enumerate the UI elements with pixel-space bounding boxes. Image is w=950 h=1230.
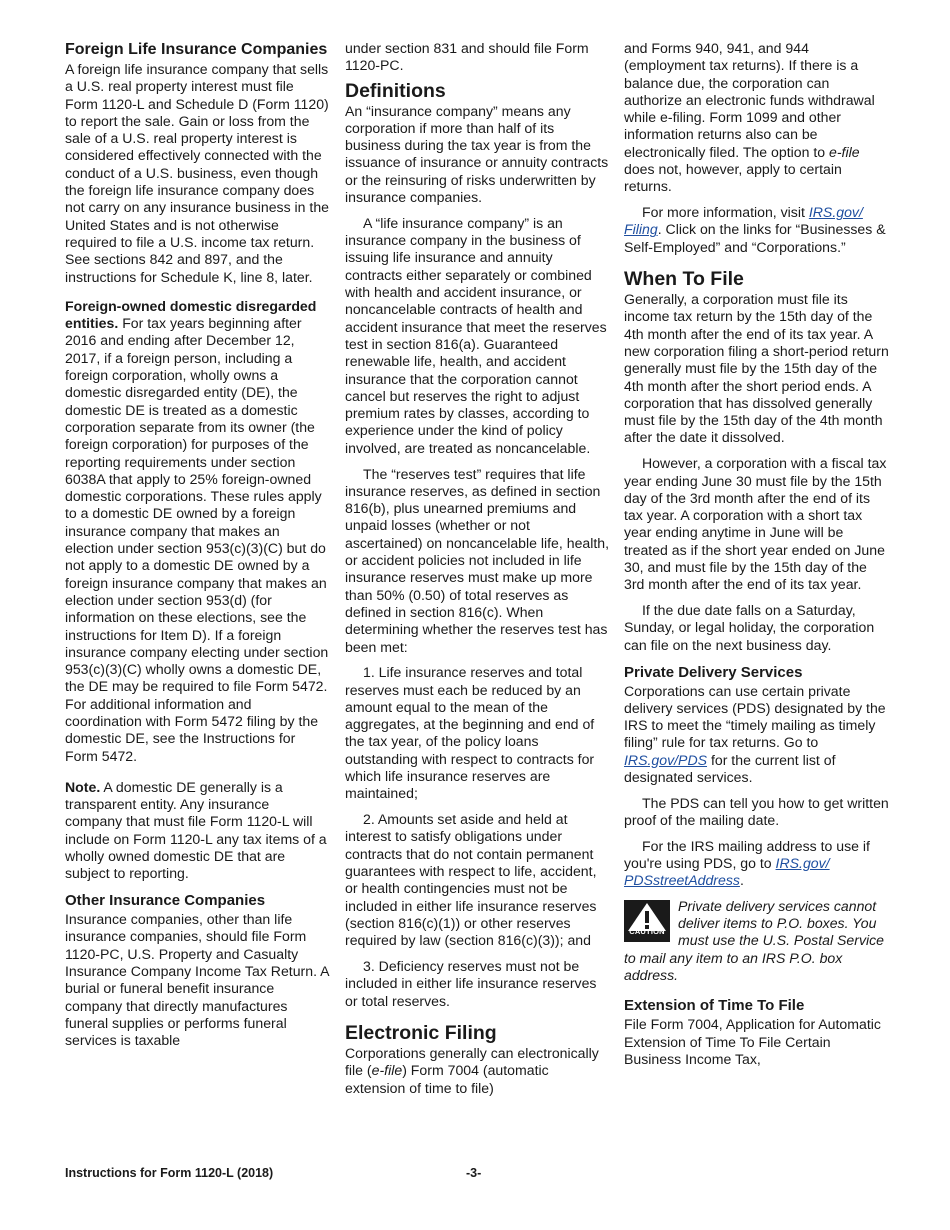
lead-disregarded: Foreign-owned domestic disregarded entities. [65,297,317,332]
text-pds3-a: For the IRS mailing address to use if you're using PDS, go to [624,837,870,872]
caution-icon [624,900,670,942]
text-ef-cont-b: does not, however, apply to certain returns. [624,161,842,195]
heading-foreign-life: Foreign Life Insurance Companies [65,41,328,58]
column-2 [345,40,610,1097]
link-irs-pds[interactable]: IRS.gov/PDS [624,751,708,768]
heading-definitions: Definitions [345,79,446,102]
heading-when-to-file: When To File [624,268,744,291]
column-3 [624,40,889,1068]
text-ef-em: e-file [371,1062,403,1079]
paragraph-reserves-test: The “reserves test” requires that life insurance reserves, as defined in section 816(b), plus unearned premiums and unpaid losses (whether or not ascertained) on noncancelable life, health, or accident policies not included in life insurance reserves must make up more than 50% (0.50) of total reserves as defined in section 816(c). When determining whether the reserves test has been met: [345,465,610,655]
link-irs-pds-street-address[interactable]: IRS.gov/ PDSstreetAddress [624,855,830,889]
paragraph-ef-continued [624,40,889,196]
text-ef-cont-a: and Forms 940, 941, and 944 (employment tax returns). If there is a balance due, the corporation can authorize an electronic funds withdrawal while e-filing. Form 1099 and other information returns also can be electronically filed. The option to [624,40,875,160]
text-pds1-a: Corporations can use certain private delivery services (PDS) designated by the IRS to meet the “timely mailing as timely filing” rule for tax returns. Go to [624,682,886,751]
paragraph-pds-1 [624,683,889,787]
column-1 [65,40,330,1050]
text-ef-a: Corporations generally can electronically file ( [345,1044,599,1079]
paragraph-when-2: However, a corporation with a fiscal tax year ending June 30 must file by the 15th day of the 3rd month after the end of its tax year. A corporation with a short tax year ending anytime in June will be treated as if the short year ended on June 30, and must file by the 15th day of the 3rd month after the end of its tax year. [624,455,887,593]
paragraph-when-3: If the due date falls on a Saturday, Sunday, or legal holiday, the corporation can file on the next business day. [624,602,875,653]
paragraph-electronic-filing [345,1045,610,1097]
footer-form-title: Instructions for Form 1120-L (2018) [65,1166,274,1180]
paragraph-pds-2: The PDS can tell you how to get written proof of the mailing date. [624,794,889,829]
paragraph-continued: under section 831 and should file Form 1120-PC. [345,40,589,74]
text-pds3-b: . [739,872,744,889]
paragraph-foreign-life: A foreign life insurance company that sells a U.S. real property interest must file Form 1120-L and Schedule D (Form 1120) to report the sale. Gain or loss from the sale of a U.S. real property interest is considered effectively connected with the conduct of a U.S. business, even though the foreign life insurance company does not carry on any insurance business in the United States and is not otherwise required to file a U.S. income tax return. See sections 842 and 897, and the instructions for Schedule K, line 8, later. [65,61,330,285]
paragraph-note [65,779,330,883]
paragraph-def-life: A “life insurance company” is an insurance company in the business of issuing life insurance and annuity contracts either separately or combined with health and accident insurance, or noncancelable contracts of health and accident insurance that meet the reserves test in section 816(a). Guaranteed renewable life, health, and accident insurance that the corporation cannot cancel but reserves the right to adjust premium rates by classes, according to experience under the kind of policy involved, are treated as noncancelable. [345,214,607,456]
paragraph-pds-3 [624,838,889,890]
link-irs-filing[interactable]: IRS.gov/ Filing [624,204,863,238]
text-ef-b: ) Form 7004 (automatic extension of time to file) [345,1062,549,1096]
caution-note [624,898,889,984]
heading-private-delivery: Private Delivery Services [624,663,803,681]
paragraph-disregarded [65,298,330,765]
paragraph-more-info [624,204,889,256]
caution-label: CAUTION [629,927,665,937]
paragraph-extension: File Form 7004, Application for Automatic Extension of Time To File Certain Business Income Tax, [624,1016,881,1067]
list-item-2: 2. Amounts set aside and held at interest to satisfy obligations under contracts that do not contain permanent guarantees with respect to life, accident, or health contingencies must not be included in either life insurance reserves (section 816(c)(1)) or other reserves required by law (section 816(c)(3)); and [345,811,597,949]
footer-page-number: -3- [466,1166,482,1180]
heading-extension: Extension of Time To File [624,997,805,1015]
text-disregarded: For tax years beginning after 2016 and ending after December 12, 2017, if a foreign person, including a foreign corporation, wholly owns a domestic disregarded entity (DE), the domestic DE is treated as a domestic corporation separate from its owner (the foreign corporation) for purposes of the reporting requirements under section 6038A that apply to 25% foreign-owned domestic corporations. These rules apply to a domestic DE owned by a foreign insurance company that makes an election under section 953(c)(3)(C) but do not apply to a domestic DE owned by a foreign insurance company that makes an election under section 953(d) (for information on these elections, see the instructions for Item D). If a foreign insurance company electing under section 953(c)(3)(C) wholly owns a domestic DE, the DE may be required to file Form 5472. For additional information and coordination with Form 5472 filing by the domestic DE, see the Instructions for Form 5472. [65,315,329,764]
paragraph-when-1: Generally, a corporation must file its income tax return by the 15th day of the 4th month after the end of its tax year. A new corporation filing a short-period return generally must file by the 15th day of the 4th month after the short period ends. A corporation that has dissolved generally must file by the 15th day of the 4th month after the date it dissolved. [624,291,889,446]
heading-other-insurance: Other Insurance Companies [65,892,266,910]
caution-text: Private delivery services cannot deliver items to P.O. boxes. You must use the U.S. Postal Service to mail any item to an IRS P.O. box address. [624,897,885,983]
paragraph-def-insurance: An “insurance company” means any corporation if more than half of its business during the tax year is from the issuance of insurance or annuity contracts or the reinsuring of risks underwritten by insurance companies. [345,102,609,206]
list-item-3: 3. Deficiency reserves must not be included in either life insurance reserves or total reserves. [345,958,597,1009]
text-ef-cont-em: e-file [829,143,860,160]
lead-note: Note. [65,778,101,795]
list-item-1: 1. Life insurance reserves and total reserves must each be reduced by an amount equal to the mean of the aggregates, at the beginning and end of the tax year, of the policy loans outstanding with respect to contracts for which life insurance reserves are maintained; [345,664,595,802]
text-more-a: For more information, visit [642,204,809,221]
text-pds1-b: for the current list of designated services. [624,751,836,785]
heading-electronic-filing: Electronic Filing [345,1021,497,1044]
text-note: A domestic DE generally is a transparent entity. Any insurance company that must file Form 1120-L will include on Form 1120-L any tax items of a wholly owned domestic DE that are subject to reporting. [65,778,327,882]
text-more-b: . Click on the links for “Businesses & Self-Employed” and “Corporations.” [624,221,886,255]
paragraph-other-insurance: Insurance companies, other than life insurance companies, should file Form 1120-PC, U.S. Property and Casualty Insurance Company Income Tax Return. A burial or funeral benefit insurance company that directly manufactures funeral supplies or performs funeral services is taxable [65,911,329,1049]
